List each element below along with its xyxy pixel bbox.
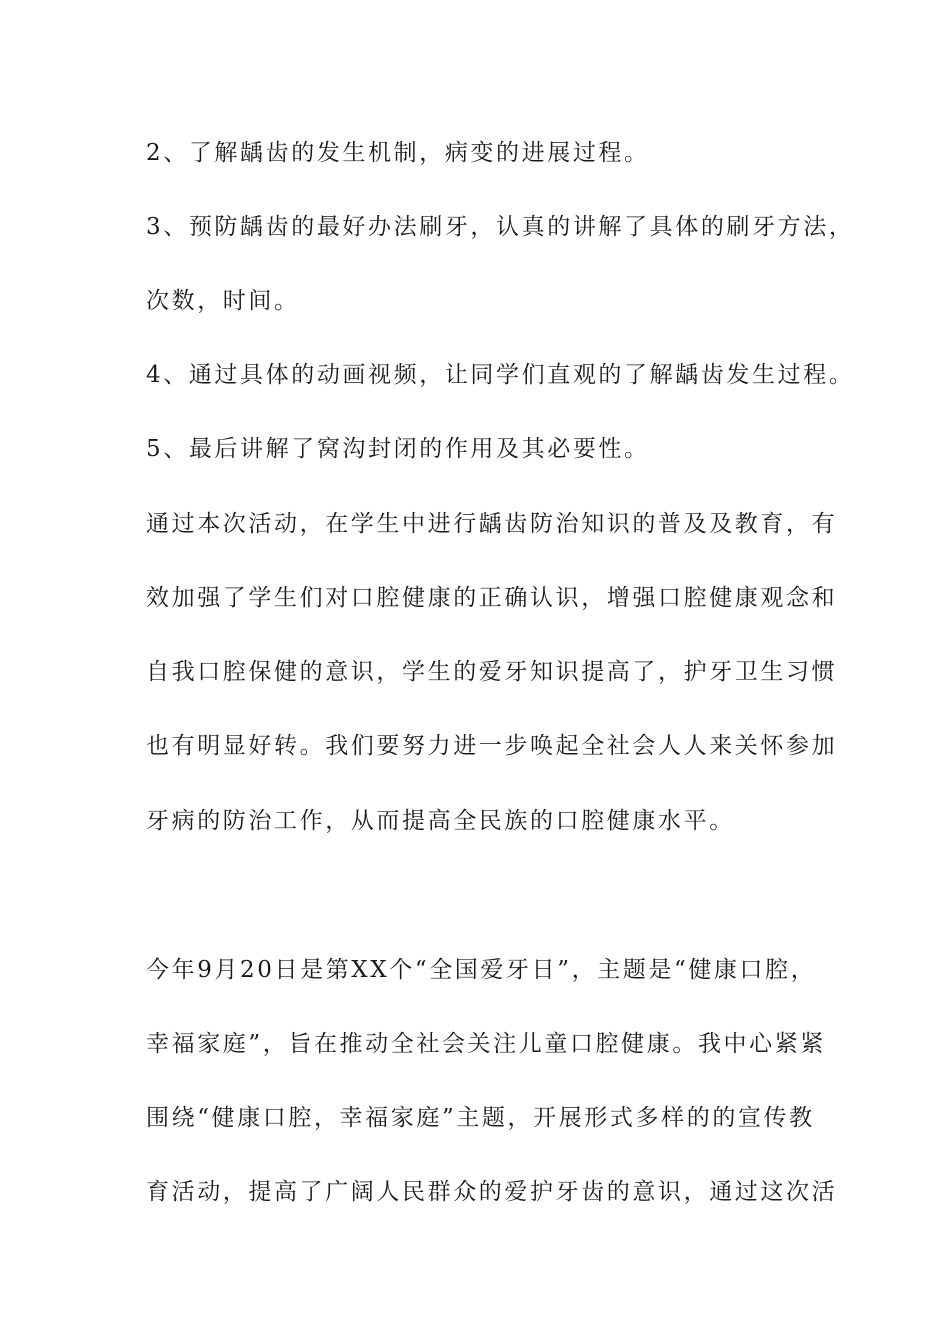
summary-line: 自我口腔保健的意识，学生的爱牙知识提高了，护牙卫生习惯 — [146, 659, 838, 685]
section-line: 幸福家庭”，旨在推动全社会关注儿童口腔健康。我中心紧紧 — [146, 1031, 826, 1057]
summary-line: 通过本次活动，在学生中进行龋齿防治知识的普及及教育，有 — [146, 511, 838, 537]
list-item-2: 2、了解龋齿的发生机制，病变的进展过程。 — [146, 140, 650, 166]
list-item-3-continued: 次数，时间。 — [146, 288, 300, 314]
summary-line: 牙病的防治工作，从而提高全民族的口腔健康水平。 — [146, 808, 735, 834]
section-line: 今年9月20日是第XX个“全国爱牙日”，主题是“健康口腔， — [146, 957, 817, 983]
section-line: 育活动，提高了广阔人民群众的爱护牙齿的意识，通过这次活 — [146, 1179, 838, 1205]
summary-line: 效加强了学生们对口腔健康的正确认识，增强口腔健康观念和 — [146, 585, 838, 611]
list-item-4: 4、通过具体的动画视频，让同学们直观的了解龋齿发生过程。 — [146, 362, 855, 388]
list-item-3: 3、预防龋齿的最好办法刷牙，认真的讲解了具体的刷牙方法， — [146, 214, 855, 240]
summary-line: 也有明显好转。我们要努力进一步唤起全社会人人来关怀参加 — [146, 733, 838, 759]
list-item-5: 5、最后讲解了窝沟封闭的作用及其必要性。 — [146, 436, 650, 462]
section-line: 围绕“健康口腔，幸福家庭”主题，开展形式多样的的宣传教 — [146, 1105, 815, 1131]
